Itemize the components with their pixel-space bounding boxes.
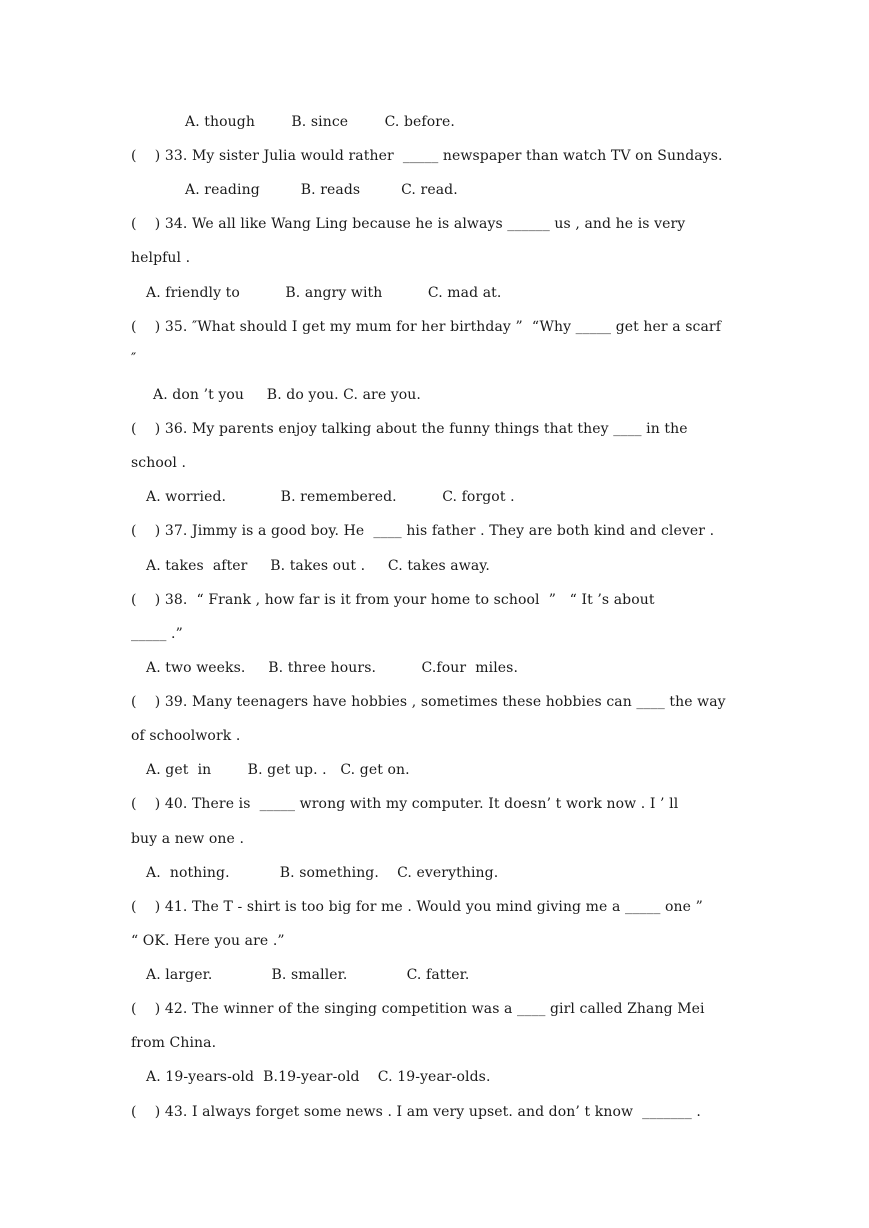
q36-options: A. worried. B. remembered. C. forgot . (146, 489, 515, 505)
q36-stem-cont: school . (131, 455, 187, 471)
q35-stem: ( ) 35. ″What should I get my mum for her birthday ” “Why _____ get her a scarf (131, 319, 722, 335)
q34-stem-cont: helpful . (131, 250, 191, 266)
q37-options: A. takes after B. takes out . C. takes away. (146, 558, 490, 574)
q38-stem-cont: _____ .” (131, 626, 183, 642)
q35-options: A. don ’t you B. do you. C. are you. (153, 387, 421, 403)
q38-options: A. two weeks. B. three hours. C.four miles. (146, 660, 518, 676)
q32-options: A. though B. since C. before. (185, 114, 455, 130)
q41-stem-cont: “ OK. Here you are .” (131, 933, 285, 949)
q38-stem: ( ) 38. “ Frank , how far is it from your home to school ” “ It ’s about (131, 592, 655, 608)
q42-stem-cont: from China. (131, 1035, 217, 1051)
q41-stem: ( ) 41. The T - shirt is too big for me . Would you mind giving me a _____ one ” (131, 899, 703, 915)
q36-stem: ( ) 36. My parents enjoy talking about the funny things that they ____ in the (131, 421, 688, 437)
q39-stem-cont: of schoolwork . (131, 728, 241, 744)
q35-stem-cont: ″ (131, 351, 137, 367)
q33-options: A. reading B. reads C. read. (185, 182, 458, 198)
q41-options: A. larger. B. smaller. C. fatter. (146, 967, 470, 983)
q34-options: A. friendly to B. angry with C. mad at. (146, 285, 502, 301)
q40-options: A. nothing. B. something. C. everything. (146, 865, 499, 881)
q40-stem: ( ) 40. There is _____ wrong with my computer. It doesn’ t work now . I ’ ll (131, 796, 679, 812)
q33-stem: ( ) 33. My sister Julia would rather _____ newspaper than watch TV on Sundays. (131, 148, 723, 164)
q39-options: A. get in B. get up. . C. get on. (146, 762, 410, 778)
q39-stem: ( ) 39. Many teenagers have hobbies , sometimes these hobbies can ____ the way (131, 694, 726, 710)
q42-stem: ( ) 42. The winner of the singing competition was a ____ girl called Zhang Mei (131, 1001, 705, 1017)
q37-stem: ( ) 37. Jimmy is a good boy. He ____ his father . They are both kind and clever . (131, 523, 715, 539)
q43-stem: ( ) 43. I always forget some news . I am very upset. and don’ t know _______ . (131, 1104, 701, 1120)
q40-stem-cont: buy a new one . (131, 831, 245, 847)
q42-options: A. 19-years-old B.19-year-old C. 19-year-olds. (146, 1069, 491, 1085)
q34-stem: ( ) 34. We all like Wang Ling because he is always ______ us , and he is very (131, 216, 686, 232)
